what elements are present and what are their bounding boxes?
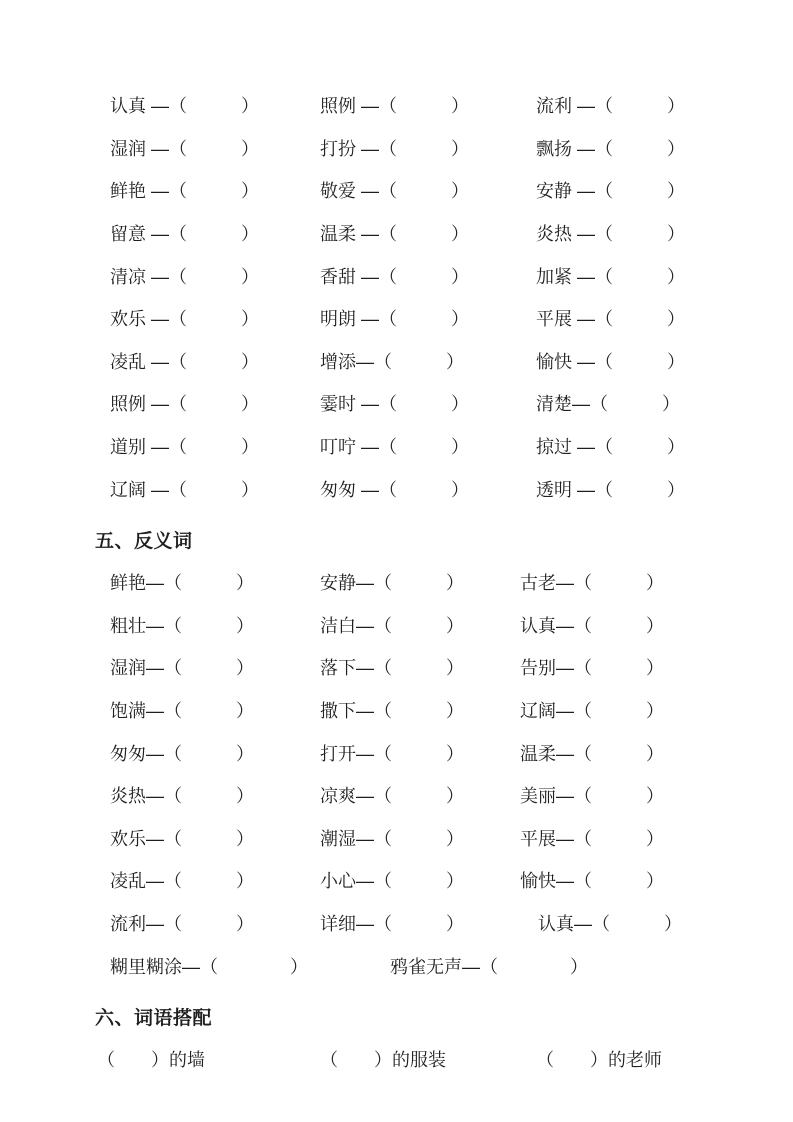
fill-blank-item: 清凉 —（ ） bbox=[110, 266, 260, 287]
worksheet-row bbox=[0, 84, 793, 127]
fill-blank-item: 炎热 —（ ） bbox=[536, 224, 686, 245]
fill-blank-item: 凌乱 —（ ） bbox=[110, 351, 260, 372]
worksheet-row bbox=[0, 604, 793, 647]
fill-blank-item: 留意 —（ ） bbox=[110, 224, 260, 245]
fill-blank-item: 透明 —（ ） bbox=[536, 479, 686, 500]
fill-blank-item: 愉快 —（ ） bbox=[536, 351, 686, 372]
fill-blank-item: 温柔 —（ ） bbox=[320, 224, 470, 245]
fill-blank-item: 美丽—（ ） bbox=[520, 786, 664, 807]
fill-blank-item: 叮咛 —（ ） bbox=[320, 437, 470, 458]
fill-blank-item: 撒下—（ ） bbox=[320, 701, 464, 722]
fill-blank-item: 洁白—（ ） bbox=[320, 615, 464, 636]
fill-blank-item: 平展—（ ） bbox=[520, 828, 664, 849]
fill-blank-item: 糊里糊涂—（ ） bbox=[110, 956, 308, 977]
fill-blank-item: 炎热—（ ） bbox=[110, 786, 254, 807]
fill-blank-item: （ ）的墙 bbox=[97, 1050, 205, 1071]
fill-blank-item: 欢乐—（ ） bbox=[110, 828, 254, 849]
section-title-collocation: 六、词语搭配 bbox=[95, 1007, 213, 1029]
fill-blank-item: 辽阔—（ ） bbox=[520, 701, 664, 722]
fill-blank-item: 照例 —（ ） bbox=[110, 394, 260, 415]
fill-blank-item: 霎时 —（ ） bbox=[320, 394, 470, 415]
worksheet-row bbox=[0, 859, 793, 902]
fill-blank-item: 掠过 —（ ） bbox=[536, 437, 686, 458]
fill-blank-item: 照例 —（ ） bbox=[320, 96, 470, 117]
fill-blank-item: （ ）的服装 bbox=[320, 1050, 446, 1071]
fill-blank-item: 鲜艳 —（ ） bbox=[110, 181, 260, 202]
worksheet-row bbox=[0, 1038, 793, 1081]
fill-blank-item: 鸦雀无声—（ ） bbox=[390, 956, 588, 977]
fill-blank-item: 详细—（ ） bbox=[320, 913, 464, 934]
worksheet-row bbox=[0, 127, 793, 170]
worksheet-row bbox=[0, 646, 793, 689]
fill-blank-item: 认真—（ ） bbox=[520, 615, 664, 636]
fill-blank-item: 愉快—（ ） bbox=[520, 871, 664, 892]
fill-blank-item: 道别 —（ ） bbox=[110, 437, 260, 458]
worksheet-row bbox=[0, 774, 793, 817]
fill-blank-item: 湿润 —（ ） bbox=[110, 138, 260, 159]
worksheet-row bbox=[0, 902, 793, 945]
fill-blank-item: 打开—（ ） bbox=[320, 743, 464, 764]
worksheet-row bbox=[0, 689, 793, 732]
worksheet-row bbox=[0, 944, 793, 987]
fill-blank-item: 古老—（ ） bbox=[520, 573, 664, 594]
worksheet-row bbox=[0, 731, 793, 774]
fill-blank-item: 匆匆 —（ ） bbox=[320, 479, 470, 500]
fill-blank-item: （ ）的老师 bbox=[536, 1050, 662, 1071]
synonym-section bbox=[0, 84, 793, 510]
worksheet-row bbox=[0, 425, 793, 468]
worksheet-row bbox=[0, 467, 793, 510]
fill-blank-item: 认真—（ ） bbox=[520, 913, 682, 934]
fill-blank-item: 凌乱—（ ） bbox=[110, 871, 254, 892]
fill-blank-item: 落下—（ ） bbox=[320, 658, 464, 679]
fill-blank-item: 加紧 —（ ） bbox=[536, 266, 686, 287]
fill-blank-item: 安静—（ ） bbox=[320, 573, 464, 594]
worksheet-row bbox=[0, 254, 793, 297]
fill-blank-item: 小心—（ ） bbox=[320, 871, 464, 892]
worksheet-row bbox=[0, 340, 793, 383]
fill-blank-item: 欢乐 —（ ） bbox=[110, 309, 260, 330]
fill-blank-item: 鲜艳—（ ） bbox=[110, 573, 254, 594]
fill-blank-item: 打扮 —（ ） bbox=[320, 138, 470, 159]
fill-blank-item: 粗壮—（ ） bbox=[110, 615, 254, 636]
fill-blank-item: 温柔—（ ） bbox=[520, 743, 664, 764]
fill-blank-item: 明朗 —（ ） bbox=[320, 309, 470, 330]
collocation-section bbox=[0, 1038, 793, 1081]
worksheet-row bbox=[0, 817, 793, 860]
fill-blank-item: 潮湿—（ ） bbox=[320, 828, 464, 849]
worksheet-row bbox=[0, 169, 793, 212]
fill-blank-item: 敬爱 —（ ） bbox=[320, 181, 470, 202]
fill-blank-item: 告别—（ ） bbox=[520, 658, 664, 679]
worksheet-row bbox=[0, 212, 793, 255]
worksheet-row bbox=[0, 561, 793, 604]
fill-blank-item: 增添—（ ） bbox=[320, 351, 464, 372]
fill-blank-item: 湿润—（ ） bbox=[110, 658, 254, 679]
fill-blank-item: 饱满—（ ） bbox=[110, 701, 254, 722]
worksheet-row bbox=[0, 297, 793, 340]
fill-blank-item: 清楚—（ ） bbox=[536, 394, 680, 415]
fill-blank-item: 飘扬 —（ ） bbox=[536, 138, 686, 159]
fill-blank-item: 平展 —（ ） bbox=[536, 309, 686, 330]
fill-blank-item: 安静 —（ ） bbox=[536, 181, 686, 202]
section-title-antonyms: 五、反义词 bbox=[95, 530, 193, 552]
fill-blank-item: 香甜 —（ ） bbox=[320, 266, 470, 287]
fill-blank-item: 认真 —（ ） bbox=[110, 96, 260, 117]
worksheet-row bbox=[0, 382, 793, 425]
fill-blank-item: 流利 —（ ） bbox=[536, 96, 686, 117]
fill-blank-item: 流利—（ ） bbox=[110, 913, 254, 934]
fill-blank-item: 匆匆—（ ） bbox=[110, 743, 254, 764]
fill-blank-item: 凉爽—（ ） bbox=[320, 786, 464, 807]
antonym-section bbox=[0, 561, 793, 987]
fill-blank-item: 辽阔 —（ ） bbox=[110, 479, 260, 500]
